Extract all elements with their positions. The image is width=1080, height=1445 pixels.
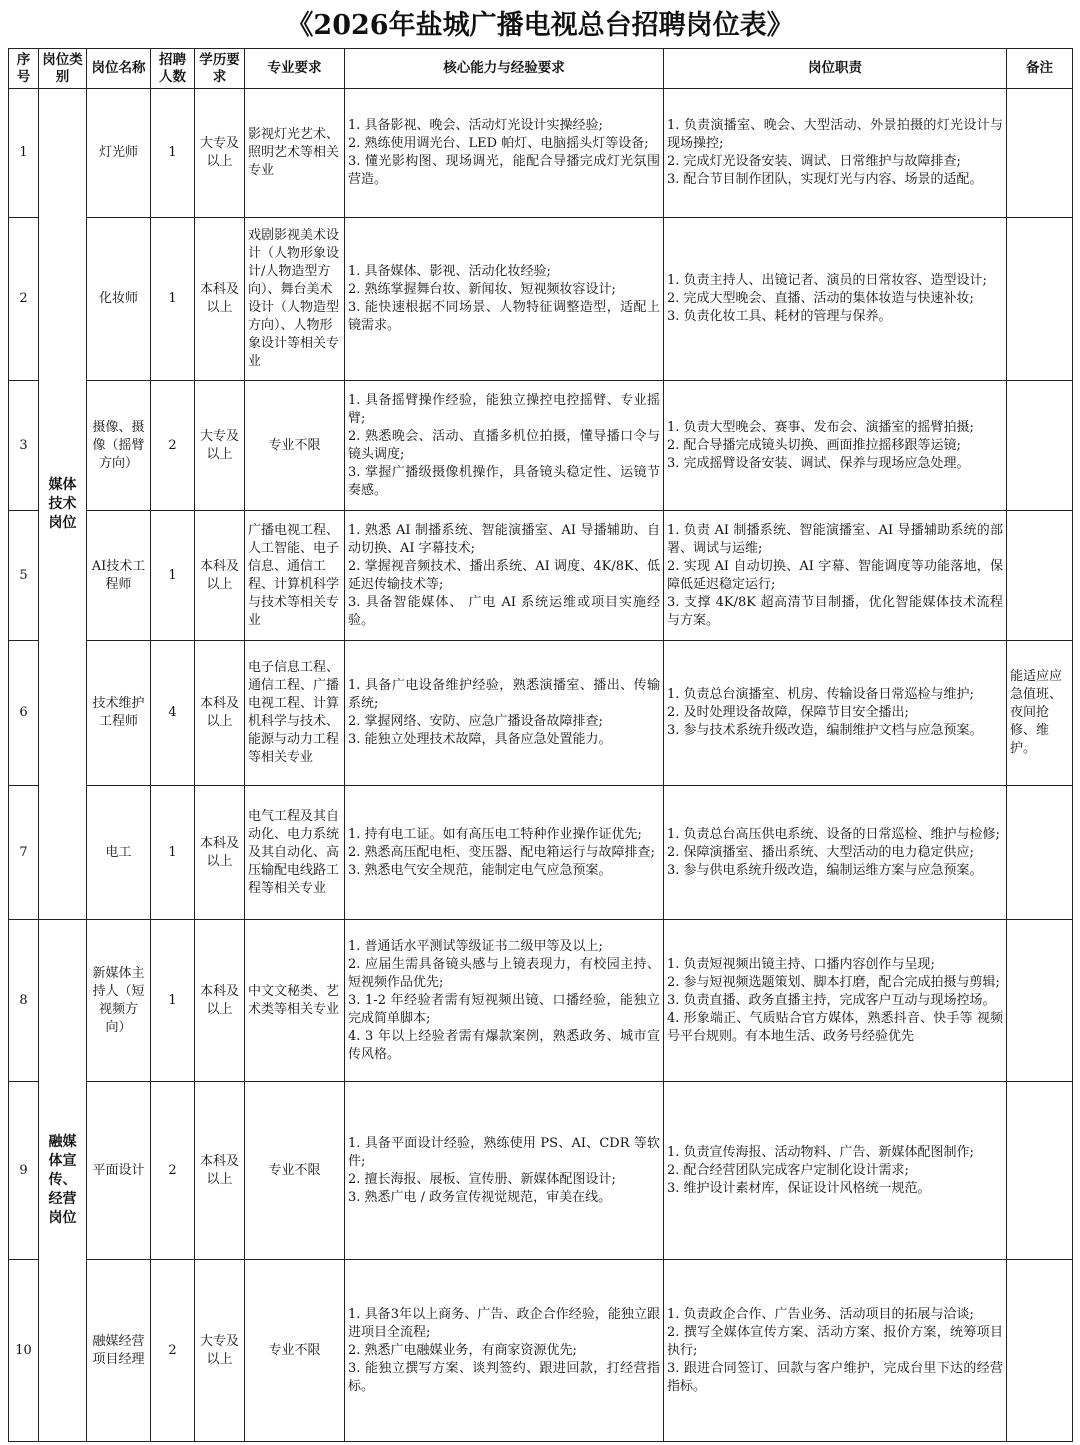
cell-major: 专业不限 [245,381,345,511]
duty-item: 2. 完成大型晚会、直播、活动的集体妆造与快速补妆; [667,291,974,306]
document-title: 《2026年盐城广播电视总台招聘岗位表》 [286,10,794,41]
cell-major: 电子信息工程、通信工程、广播电视工程、计算机科学与技术、能源与动力工程等相关专业 [245,641,345,786]
ability-item: 1. 具备3年以上商务、广告、政企合作经验，能独立跟进项目全流程; [348,1306,660,1340]
ability-item: 3. 熟悉广电 / 政务宣传视觉规范，审美在线。 [348,1189,612,1205]
cell-count: 4 [151,641,195,786]
table-row [9,1082,1073,1260]
cell-count: 1 [151,218,195,381]
duty-item: 1. 负责宣传海报、活动物料、广告、新媒体配图制作; [667,1144,974,1160]
cell-ability [345,1260,664,1442]
duty-item: 2. 实现 AI 自动切换、AI 字幕、智能调度等功能落地，保障低延迟稳定运行; [667,558,1003,592]
cell-remark [1007,511,1073,641]
cell-remark [1007,920,1073,1082]
cell-seq: 3 [9,381,39,511]
cell-remark [1007,786,1073,920]
table-row [9,89,1073,218]
cell-seq: 1 [9,89,39,218]
cell-remark [1007,1260,1073,1442]
duty-item: 1. 负责 AI 制播系统、智能演播室、AI 导播辅助系统的部署、调试与运维; [667,522,1003,556]
duty-item: 3. 配合节目制作团队，实现灯光与内容、场景的适配。 [667,172,983,187]
duty-item: 1. 负责总台高压供电系统、设备的日常巡检、维护与检修; [667,826,1000,842]
cell-position: 平面设计 [87,1082,151,1260]
ability-item: 2. 熟悉晚会、活动、直播多机位拍摄，懂导播口令与镜头调度; [348,428,660,462]
cell-education: 本科及以上 [195,641,245,786]
cell-remark [1007,218,1073,381]
duty-item: 2. 保障演播室、播出系统、大型活动的电力稳定供应; [667,844,974,860]
cell-position: 电工 [87,786,151,920]
header-education: 学历要求 [195,49,245,89]
cell-position: 灯光师 [87,89,151,218]
cell-seq: 8 [9,920,39,1082]
cell-duties [664,218,1007,381]
cell-education: 大专及以上 [195,381,245,511]
cell-seq: 5 [9,511,39,641]
header-remark: 备注 [1007,49,1073,89]
cell-seq: 7 [9,786,39,920]
duty-item: 3. 跟进合同签订、回款与客户维护，完成台里下达的经营指标。 [667,1360,1003,1394]
duty-item: 1. 负责短视频出镜主持、口播内容创作与呈现; [667,956,935,972]
cell-duties [664,511,1007,641]
cell-education: 本科及以上 [195,1082,245,1260]
cell-seq: 9 [9,1082,39,1260]
header-position: 岗位名称 [87,49,151,89]
cell-duties [664,641,1007,786]
duty-item: 1. 负责大型晚会、赛事、发布会、演播室的摇臂拍摄; [667,419,974,435]
cell-duties [664,89,1007,218]
table-row [9,381,1073,511]
cell-education: 本科及以上 [195,786,245,920]
cell-education: 本科及以上 [195,218,245,381]
category-fusion-media: 融媒体宣传、经营岗位 [39,920,87,1442]
cell-major: 专业不限 [245,1082,345,1260]
ability-item: 3. 具备智能媒体、 广电 AI 系统运维或项目实施经验。 [348,594,660,628]
cell-duties [664,1082,1007,1260]
ability-item: 2. 熟悉高压配电柜、变压器、配电箱运行与故障排查; [348,844,655,860]
ability-item: 1. 熟悉 AI 制播系统、智能演播室、AI 导播辅助、自动切换、AI 字幕技术; [348,522,660,556]
cell-position: 化妆师 [87,218,151,381]
cell-ability [345,511,664,641]
cell-remark [1007,381,1073,511]
cell-position: 新媒体主持人（短视频方向） [87,920,151,1082]
cell-ability [345,89,664,218]
cell-position: AI技术工程师 [87,511,151,641]
cell-duties [664,1260,1007,1442]
cell-position: 融媒经营项目经理 [87,1260,151,1442]
ability-item: 1. 持有电工证。如有高压电工特种作业操作证优先; [348,826,642,842]
duty-item: 3. 负责直播、政务直播主持，完成客户互动与现场控场。 [667,992,996,1008]
cell-seq: 6 [9,641,39,786]
header-duties: 岗位职责 [664,49,1007,89]
category-media-tech: 媒体技术岗位 [39,89,87,920]
table-header-row [9,49,1073,89]
table-row [9,218,1073,381]
cell-duties [664,786,1007,920]
duty-item: 2. 撰写全媒体宣传方案、活动方案、报价方案，统筹项目执行; [667,1324,1003,1358]
cell-major: 中文文秘类、艺术类等相关专业 [245,920,345,1082]
cell-duties [664,381,1007,511]
cell-ability [345,381,664,511]
duty-item: 3. 完成摇臂设备安装、调试、保养与现场应急处理。 [667,455,970,471]
duty-item: 3. 负责化妆工具、耗材的管理与保养。 [667,309,892,324]
header-count: 招聘人数 [151,49,195,89]
ability-item: 1. 具备影视、晚会、活动灯光设计实操经验; [348,118,603,133]
cell-ability [345,786,664,920]
cell-count: 1 [151,511,195,641]
cell-major: 广播电视工程、人工智能、电子信息、通信工程、计算机科学与技术等相关专业 [245,511,345,641]
duty-item: 2. 完成灯光设备安装、调试、日常维护与故障排查; [667,154,961,169]
cell-count: 2 [151,1082,195,1260]
duty-item: 3. 支撑 4K/8K 超高清节目制播，优化智能媒体技术流程与方案。 [667,594,1003,628]
ability-item: 1. 具备媒体、影视、活动化妆经验; [348,264,551,279]
ability-item: 3. 熟悉电气安全规范，能制定电气应急预案。 [348,862,612,878]
header-category: 岗位类别 [39,49,87,89]
cell-major: 戏剧影视美术设计（人物形象设计/人物造型方向）、舞台美术设计（人物造型方向）、人物形象设计等相关专业 [245,218,345,381]
cell-major: 专业不限 [245,1260,345,1442]
ability-item: 1. 具备平面设计经验，熟练使用 PS、AI、CDR 等软件; [348,1135,660,1169]
table-row [9,641,1073,786]
ability-item: 2. 熟练使用调光台、LED 帕灯、电脑摇头灯等设备; [348,136,649,151]
cell-remark [1007,89,1073,218]
cell-education: 本科及以上 [195,511,245,641]
header-ability: 核心能力与经验要求 [345,49,664,89]
header-seq: 序号 [9,49,39,89]
duty-item: 2. 配合导播完成镜头切换、画面推拉摇移跟等运镜; [667,437,961,453]
duty-item: 1. 负责总台演播室、机房、传输设备日常巡检与维护; [667,687,974,702]
cell-remark [1007,1082,1073,1260]
cell-count: 1 [151,920,195,1082]
table-row [9,920,1073,1082]
ability-item: 2. 掌握网络、安防、应急广播设备故障排查; [348,714,603,729]
cell-education: 本科及以上 [195,920,245,1082]
duty-item: 2. 参与短视频选题策划、脚本打磨，配合完成拍摄与剪辑; [667,974,1000,990]
header-major: 专业要求 [245,49,345,89]
cell-position: 摄像、摄像（摇臂方向） [87,381,151,511]
ability-item: 2. 擅长海报、展板、宣传册、新媒体配图设计; [348,1171,616,1187]
cell-major: 电气工程及其自动化、电力系统及其自动化、高压输配电线路工程等相关专业 [245,786,345,920]
ability-item: 2. 熟悉广电融媒业务，有商家资源优先; [348,1342,577,1358]
ability-item: 3. 能独立处理技术故障，具备应急处置能力。 [348,732,612,747]
duty-item: 2. 及时处理设备故障，保障节目安全播出; [667,705,909,720]
cell-major: 影视灯光艺术、照明艺术等相关专业 [245,89,345,218]
ability-item: 2. 应届生需具备镜头感与上镜表现力，有校园主持、短视频作品优先; [348,956,660,990]
duty-item: 4. 形象端正、气质贴合官方媒体，熟悉抖音、快手等 视频号平台规则。有本地生活、政务号经验优先 [667,1010,1003,1044]
cell-ability [345,1082,664,1260]
ability-item: 1. 具备摇臂操作经验，能独立操控电控摇臂、专业摇臂; [348,392,660,426]
ability-item: 3. 掌握广播级摄像机操作，具备镜头稳定性、运镜节奏感。 [348,464,660,498]
duty-item: 1. 负责主持人、出镜记者、演员的日常妆容、造型设计; [667,273,987,288]
cell-education: 大专及以上 [195,89,245,218]
cell-count: 1 [151,89,195,218]
cell-position: 技术维护工程师 [87,641,151,786]
cell-count: 2 [151,1260,195,1442]
cell-education: 大专及以上 [195,1260,245,1442]
duty-item: 1. 负责演播室、晚会、大型活动、外景拍摄的灯光设计与现场操控; [667,118,1003,151]
cell-count: 2 [151,381,195,511]
ability-item: 3. 能独立撰写方案、谈判签约、跟进回款，打经营指标。 [348,1360,660,1394]
cell-ability [345,218,664,381]
table-row [9,511,1073,641]
ability-item: 3. 1-2 年经验者需有短视频出镜、口播经验，能独立完成简单脚本; [348,992,660,1026]
cell-count: 1 [151,786,195,920]
cell-ability [345,920,664,1082]
duty-item: 3. 维护设计素材库，保证设计风格统一规范。 [667,1180,931,1196]
duty-item: 3. 参与技术系统升级改造，编制维护文档与应急预案。 [667,723,983,738]
duty-item: 3. 参与供电系统升级改造，编制运维方案与应急预案。 [667,862,983,878]
table-body [9,89,1073,1442]
duty-item: 1. 负责政企合作、广告业务、活动项目的拓展与洽谈; [667,1306,974,1322]
ability-item: 4. 3 年以上经验者需有爆款案例，熟悉政务、城市宣传风格。 [348,1028,660,1062]
ability-item: 3. 能快速根据不同场景、人物特征调整造型，适配上镜需求。 [348,300,660,333]
cell-ability [345,641,664,786]
ability-item: 3. 懂光影构图、现场调光，能配合导播完成灯光氛围营造。 [348,154,660,187]
ability-item: 1. 普通话水平测试等级证书二级甲等及以上; [348,938,603,954]
cell-seq: 10 [9,1260,39,1442]
table-row [9,786,1073,920]
recruitment-table [8,48,1073,1442]
ability-item: 2. 熟练掌握舞台妆、新闻妆、短视频妆容设计; [348,282,616,297]
cell-seq: 2 [9,218,39,381]
duty-item: 2. 配合经营团队完成客户定制化设计需求; [667,1162,909,1178]
ability-item: 2. 掌握视音频技术、播出系统、AI 调度、4K/8K、低延迟传输技术等; [348,558,660,592]
table-row [9,1260,1073,1442]
cell-duties [664,920,1007,1082]
cell-remark: 能适应应急值班、夜间抢修、维护。 [1007,641,1073,786]
ability-item: 1. 具备广电设备维护经验，熟悉演播室、播出、传输系统; [348,678,660,711]
